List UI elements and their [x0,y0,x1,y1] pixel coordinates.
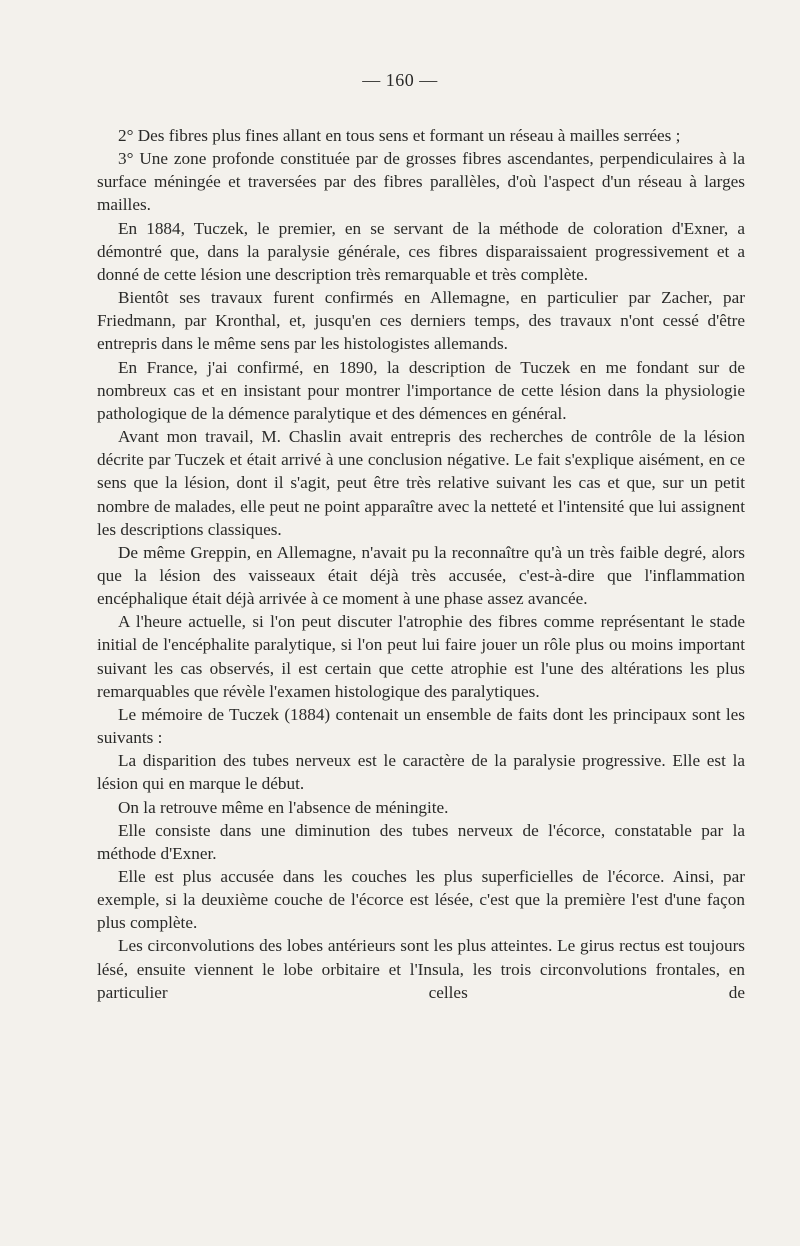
paragraph: 2° Des fibres plus fines allant en tous sens et formant un réseau à mailles serrées ; [118,126,681,145]
paragraph: 3° Une zone profonde constituée par de grosses fibres ascendantes, perpendiculaires à la surface méningée et traversées par des fibres parallèles, d'où l'aspect d'un réseau à larges mailles. [97,149,745,215]
page-number: — 160 — [362,70,438,90]
paragraph: Elle consiste dans une diminution des tubes nerveux de l'écorce, constatable par la méthode d'Exner. [97,820,745,863]
paragraph: Bientôt ses travaux furent confirmés en Allemagne, en particulier par Zacher, par Friedmann, par Kronthal, et, jusqu'en ces derniers temps, des travaux n'ont cessé d'être entrepris dans le même sens par les histologistes allemands. [97,288,745,354]
paragraph: Avant mon travail, M. Chaslin avait entrepris des recherches de contrôle de la lésion décrite par Tuczek et était arrivé à une conclusion négative. Le fait s'explique aisément, en ce sens que la lésion, dont il s'agit, peut être très relative suivant les cas et que, sur un petit nombre de malades, elle peut ne point apparaître avec la netteté et l'intensité que lui assignent les descriptions classiques. [97,427,745,539]
paragraph: En France, j'ai confirmé, en 1890, la description de Tuczek en me fondant sur de nombreux cas et en insistant pour montrer l'importance de cette lésion dans la physiologie pathologique de la démence paralytique et des démences en général. [97,357,745,423]
paragraph: On la retrouve même en l'absence de méningite. [118,797,449,817]
paragraph: Les circonvolutions des lobes antérieurs sont les plus atteintes. Le girus rectus est toujours lésé, ensuite viennent le lobe orbitaire et l'Insula, les trois circonvolutions frontales, en particulier celles de [97,936,745,1002]
paragraph: A l'heure actuelle, si l'on peut discuter l'atrophie des fibres comme représentant le stade initial de l'encéphalite paralytique, si l'on peut lui faire jouer un rôle plus ou moins important suivant les cas observés, il est certain que cette atrophie est l'une des altérations les plus remarquables que révèle l'examen histologique des paralytiques. [97,612,745,701]
paragraph: Le mémoire de Tuczek (1884) contenait un ensemble de faits dont les principaux sont les suivants : [97,704,745,748]
paragraph: En 1884, Tuczek, le premier, en se servant de la méthode de coloration d'Exner, a démontré que, dans la paralysie générale, ces fibres disparaissaient progressivement et a donné de cette lésion une description très remarquable et très complète. [97,218,745,284]
paragraph: Elle est plus accusée dans les couches les plus superficielles de l'écorce. Ainsi, par exemple, si la deuxième couche de l'écorce est lésée, c'est que la première l'est d'une façon plus complète. [97,867,745,933]
body-text [97,124,745,1004]
paragraph: La disparition des tubes nerveux est le caractère de la paralysie progressive. Elle est la lésion qui en marque le début. [97,751,745,794]
paragraph: De même Greppin, en Allemagne, n'avait pu la reconnaître qu'à un très faible degré, alors que la lésion des vaisseaux était déjà très accusée, c'est-à-dire que l'inflammation encéphalique était déjà arrivée à ce moment à une phase assez avancée. [97,542,745,609]
